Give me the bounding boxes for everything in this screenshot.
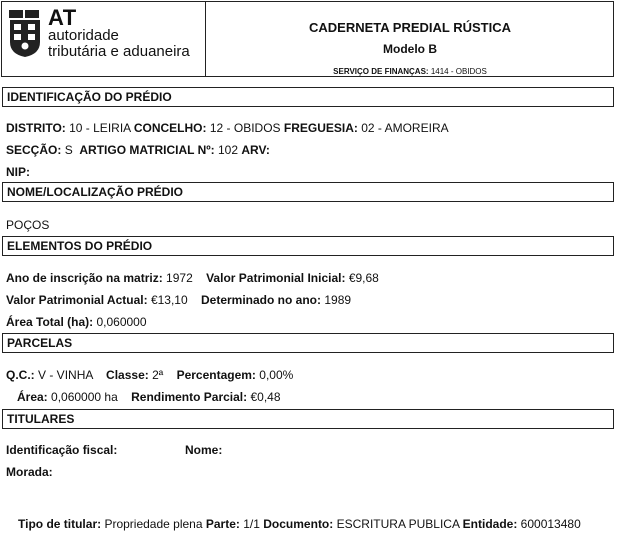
seccao-value: S	[64, 143, 73, 157]
entidade-label: Entidade:	[462, 517, 518, 531]
classe-label: Classe:	[106, 368, 149, 382]
vpa-value: €13,10	[150, 293, 188, 307]
qc-label: Q.C.:	[6, 368, 35, 382]
service-value: 1414 - OBIDOS	[430, 67, 487, 76]
area-parcela-label: Área:	[17, 390, 48, 404]
vpa-label: Valor Patrimonial Actual:	[6, 293, 148, 307]
freguesia-value: 02 - AMOREIRA	[361, 121, 449, 135]
document-model: Modelo B	[383, 42, 437, 56]
morada-label: Morada:	[6, 465, 53, 479]
nip-label: NIP:	[6, 165, 30, 179]
parte-label: Parte:	[205, 517, 240, 531]
section-localizacao: NOME/LOCALIZAÇÃO PRÉDIO	[2, 182, 614, 202]
parte-value: 1/1	[243, 517, 260, 531]
elementos-line2	[6, 293, 351, 308]
percentagem-label: Percentagem:	[176, 368, 256, 382]
det-label: Determinado no ano:	[200, 293, 321, 307]
concelho-label: CONCELHO:	[133, 121, 207, 135]
section-identificacao: IDENTIFICAÇÃO DO PRÉDIO	[2, 87, 614, 107]
vpi-label: Valor Patrimonial Inicial:	[206, 271, 346, 285]
section-elementos: ELEMENTOS DO PRÉDIO	[2, 236, 614, 256]
document-title: CADERNETA PREDIAL RÚSTICA	[309, 20, 511, 35]
distrito-label: DISTRITO:	[6, 121, 66, 135]
documento-value: ESCRITURA PUBLICA	[336, 517, 460, 531]
concelho-value: 12 - OBIDOS	[209, 121, 281, 135]
percentagem-value: 0,00%	[259, 368, 294, 382]
area-total-value: 0,060000	[96, 315, 147, 329]
tipo-titular-label: Tipo de titular:	[18, 517, 102, 531]
artigo-value: 102	[217, 143, 239, 157]
tipo-titular-value: Propriedade plena	[104, 517, 203, 531]
titular-details-line	[18, 517, 581, 532]
parcelas-line1	[6, 368, 293, 383]
entidade-value: 600013480	[520, 517, 581, 531]
idfiscal-label: Identificação fiscal:	[6, 443, 118, 457]
rendimento-label: Rendimento Parcial:	[131, 390, 248, 404]
qc-value: V - VINHA	[38, 368, 93, 382]
ano-label: Ano de inscrição na matriz:	[6, 271, 163, 285]
distrito-value: 10 - LEIRIA	[69, 121, 131, 135]
localizacao-value: POÇOS	[6, 218, 50, 232]
elementos-line1	[6, 271, 379, 286]
location-line	[6, 121, 449, 136]
documento-label: Documento:	[263, 517, 334, 531]
ano-value: 1972	[166, 271, 193, 285]
nip-line	[6, 165, 30, 180]
vpi-value: €9,68	[348, 271, 379, 285]
org-name-line1: autoridade	[48, 27, 119, 44]
freguesia-label: FREGUESIA:	[283, 121, 358, 135]
parcelas-line2	[17, 390, 281, 405]
org-name-line2: tributária e aduaneira	[48, 43, 190, 60]
area-parcela-value: 0,060000 ha	[51, 390, 118, 404]
arv-label: ARV:	[241, 143, 270, 157]
logo-text: AT	[48, 5, 77, 30]
header-divider	[205, 1, 206, 77]
elementos-line3	[6, 315, 147, 330]
area-total-label: Área Total (ha):	[6, 315, 94, 329]
classe-value: 2ª	[152, 368, 164, 382]
artigo-label: ARTIGO MATRICIAL Nº:	[79, 143, 215, 157]
section-parcelas: PARCELAS	[2, 333, 614, 353]
nome-label: Nome:	[185, 443, 223, 457]
service-label: SERVIÇO DE FINANÇAS:	[333, 67, 429, 76]
rendimento-value: €0,48	[250, 390, 281, 404]
service-office	[206, 67, 614, 76]
seccao-label: SECÇÃO:	[6, 143, 62, 157]
det-value: 1989	[324, 293, 352, 307]
section-titulares: TITULARES	[2, 409, 614, 429]
article-line	[6, 143, 270, 158]
at-shield-logo-icon	[8, 8, 42, 58]
